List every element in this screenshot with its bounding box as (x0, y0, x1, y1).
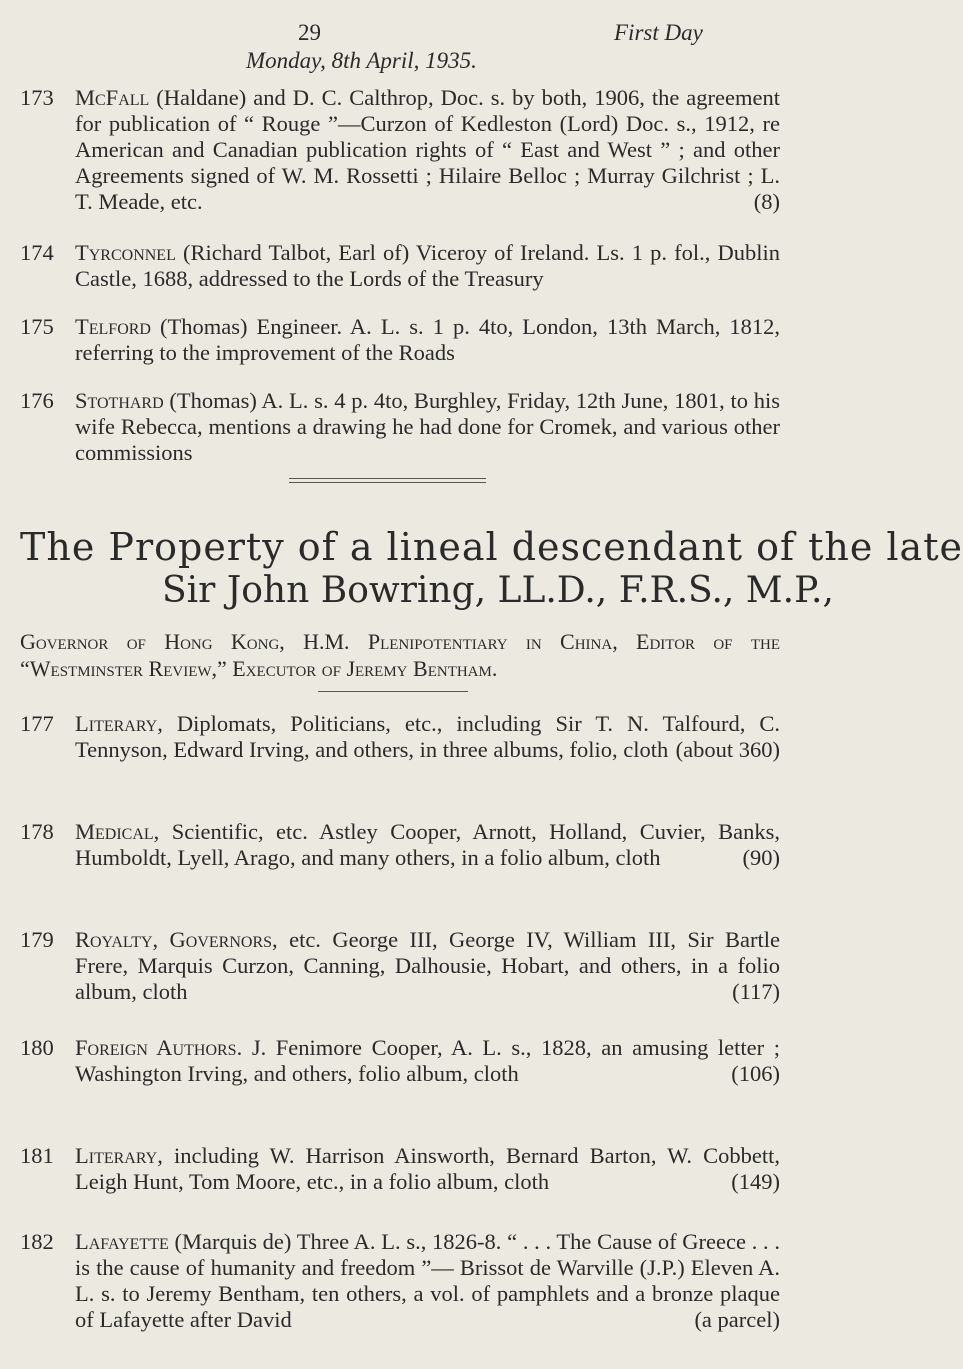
lot-number: 179 (20, 927, 54, 952)
lot-price: (about 360) (675, 737, 780, 762)
running-head: First Day (614, 20, 703, 45)
section-title: The Property of a lineal descendant of the late (20, 525, 963, 569)
lot-text: Scientific, etc. Astley Cooper, Arnott, Holland, Cuvier, Banks, Humboldt, Lyell, Arago, and many others, in a folio album, cloth (75, 819, 780, 870)
lot-number: 181 (20, 1143, 54, 1168)
lot-price: (149) (731, 1169, 780, 1194)
lot-name: Stothard (75, 388, 164, 413)
lot-number: 175 (20, 314, 54, 339)
section-subtitle: Governor of Hong Kong, H.M. Plenipotentiary in China, Editor of the “Westminster Review,” Executor of Jeremy Bentham. (20, 629, 780, 681)
lot-name: Literary, (75, 1143, 163, 1168)
lot-number: 176 (20, 388, 54, 413)
lot-number: 173 (20, 85, 54, 110)
divider (289, 478, 486, 479)
lot-price: (117) (732, 979, 780, 1004)
lot-price: (106) (731, 1061, 780, 1086)
lot-description (75, 85, 780, 215)
lot-text: etc. George III, George IV, William III, Sir Bartle Frere, Marquis Curzon, Canning, Dalhousie, Hobart, and others, in a folio album, cloth (75, 927, 781, 1004)
lot-description (75, 711, 780, 763)
lot-text: (Richard Talbot, Earl of) Viceroy of Ireland. Ls. 1 p. fol., Dublin Castle, 1688, addressed to the Lords of the Treasury (75, 240, 781, 291)
lot-text: including W. Harrison Ainsworth, Bernard Barton, W. Cobbett, Leigh Hunt, Tom Moore, etc., in a folio album, cloth (75, 1143, 780, 1194)
lot-name: McFall (75, 85, 150, 110)
lot-text: (Marquis de) Three A. L. s., 1826-8. “ . . . The Cause of Greece . . . is the cause of humanity and freedom ”— Brissot de Warville (J.P.) Eleven A. L. s. to Jeremy Bentham, ten others, a vol. of pamphlets and a bronze plaque of Lafayette after David (75, 1229, 780, 1332)
lot-number: 182 (20, 1229, 54, 1254)
lot-name: Lafayette (75, 1229, 169, 1254)
section-title-name: Sir John Bowring, LL.D., F.R.S., M.P., (162, 570, 834, 611)
lot-description (75, 1035, 780, 1087)
lot-description (75, 314, 780, 366)
lot-text: (Haldane) and D. C. Calthrop, Doc. s. by both, 1906, the agreement for publication of “ Rouge ”—Curzon of Kedleston (Lord) Doc. s., 1912, re American and Canadian publication rights of “ East and West ” ; and other Agreements signed of W. M. Rossetti ; Hilaire Belloc ; Murray Gilchrist ; L. T. Meade, etc. (75, 85, 780, 214)
lot-number: 177 (20, 711, 54, 736)
divider (318, 691, 468, 692)
lot-text: Diplomats, Politicians, etc., including Sir T. N. Talfourd, C. Tennyson, Edward Irving, and others, in three albums, folio, cloth (75, 711, 780, 762)
lot-text: (Thomas) A. L. s. 4 p. 4to, Burghley, Friday, 12th June, 1801, to his wife Rebecca, mentions a drawing he had done for Cromek, and various other commissions (75, 388, 781, 465)
lot-number: 178 (20, 819, 54, 844)
lot-price: (90) (742, 845, 780, 870)
lot-number: 174 (20, 240, 54, 265)
lot-name: Literary, (75, 711, 163, 736)
lot-name: Medical, (75, 819, 160, 844)
lot-name: Tyrconnel (75, 240, 176, 265)
page-number: 29 (298, 20, 321, 45)
lot-name: Foreign Authors. (75, 1035, 243, 1060)
sale-date: Monday, 8th April, 1935. (246, 48, 477, 73)
lot-price: (8) (753, 189, 780, 214)
lot-name: Telford (75, 314, 151, 339)
lot-text: J. Fenimore Cooper, A. L. s., 1828, an amusing letter ; Washington Irving, and others, folio album, cloth (75, 1035, 780, 1086)
lot-description (75, 927, 780, 1005)
lot-description (75, 388, 780, 466)
lot-price: (a parcel) (694, 1307, 780, 1332)
divider (289, 482, 486, 483)
lot-number: 180 (20, 1035, 54, 1060)
lot-description (75, 1143, 780, 1195)
lot-description (75, 1229, 780, 1333)
lot-text: (Thomas) Engineer. A. L. s. 1 p. 4to, London, 13th March, 1812, referring to the improvement of the Roads (75, 314, 781, 365)
lot-description (75, 240, 780, 292)
lot-description (75, 819, 780, 871)
lot-name: Royalty, Governors, (75, 927, 278, 952)
